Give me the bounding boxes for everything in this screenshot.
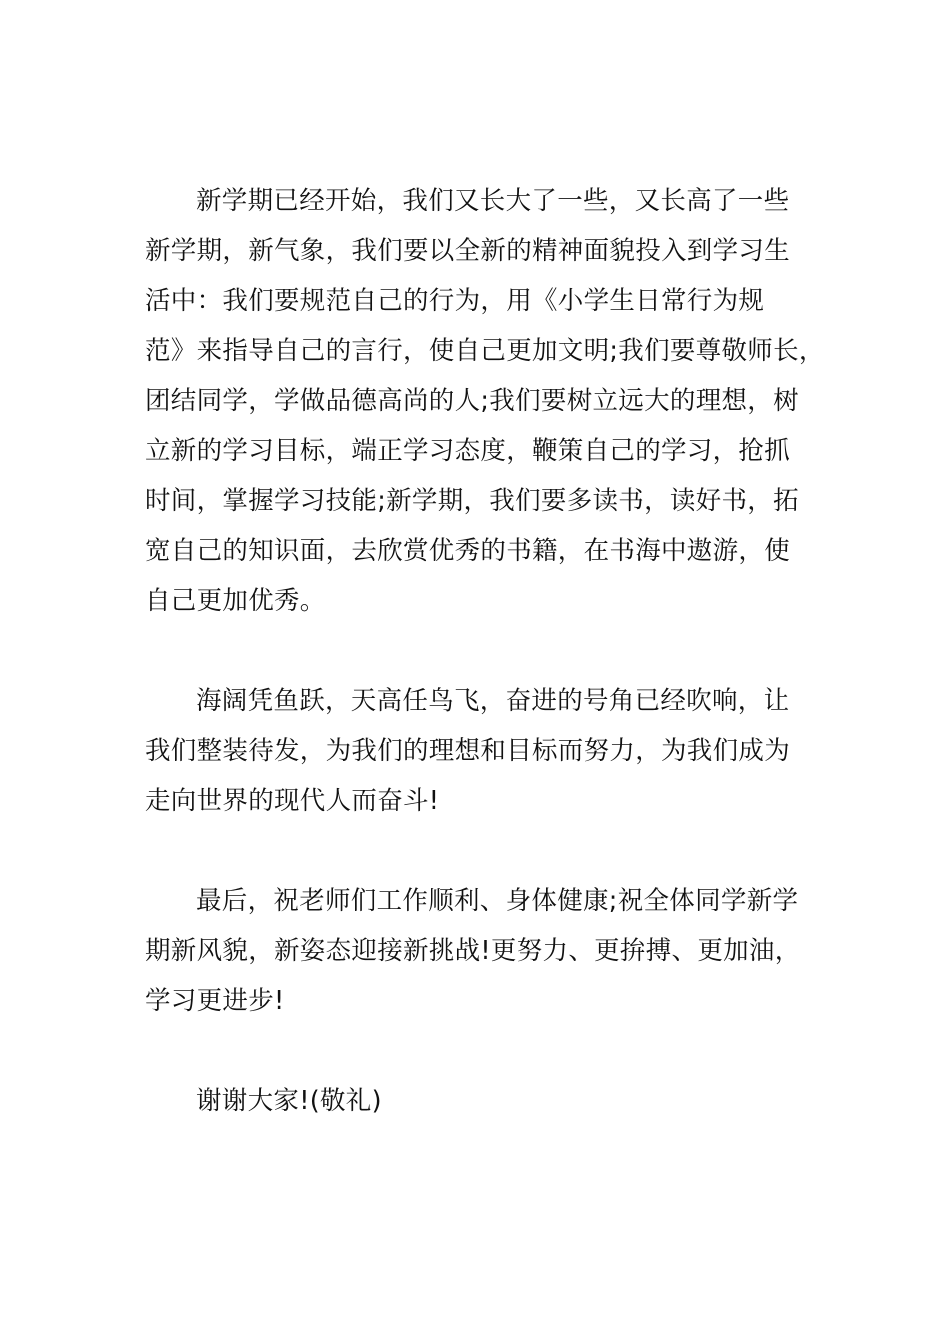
- paragraph-new-semester: 新学期已经开始，我们又长大了一些，又长高了一些 新学期，新气象，我们要以全新的精神面貌投入到学习生 活中：我们要规范自己的行为，用《小学生日常行为规 范》来指导自己的言行，使自己更加文明;我们要尊敬师长， 团结同学，学做品德高尚的人;我们要树立远大的理想，树 立新的学习目标，端正学习态度，鞭策自己的学习，抢抓 时间，掌握学习技能;新学期，我们要多读书，读好书，拓 宽自己的知识面，去欣赏优秀的书籍，在书海中遨游，使 自己更加优秀。: [145, 186, 825, 616]
- document-body: [145, 176, 825, 1176]
- paragraph-encouragement: 海阔凭鱼跃，天高任鸟飞，奋进的号角已经吹响，让 我们整装待发，为我们的理想和目标而努力，为我们成为 走向世界的现代人而奋斗!: [145, 686, 791, 816]
- paragraph-thanks: 谢谢大家!(敬礼): [196, 1086, 382, 1116]
- paragraph-closing-wishes: 最后，祝老师们工作顺利、身体健康;祝全体同学新学 期新风貌，新姿态迎接新挑战!更努力、更拚搏、更加油， 学习更进步!: [145, 886, 801, 1016]
